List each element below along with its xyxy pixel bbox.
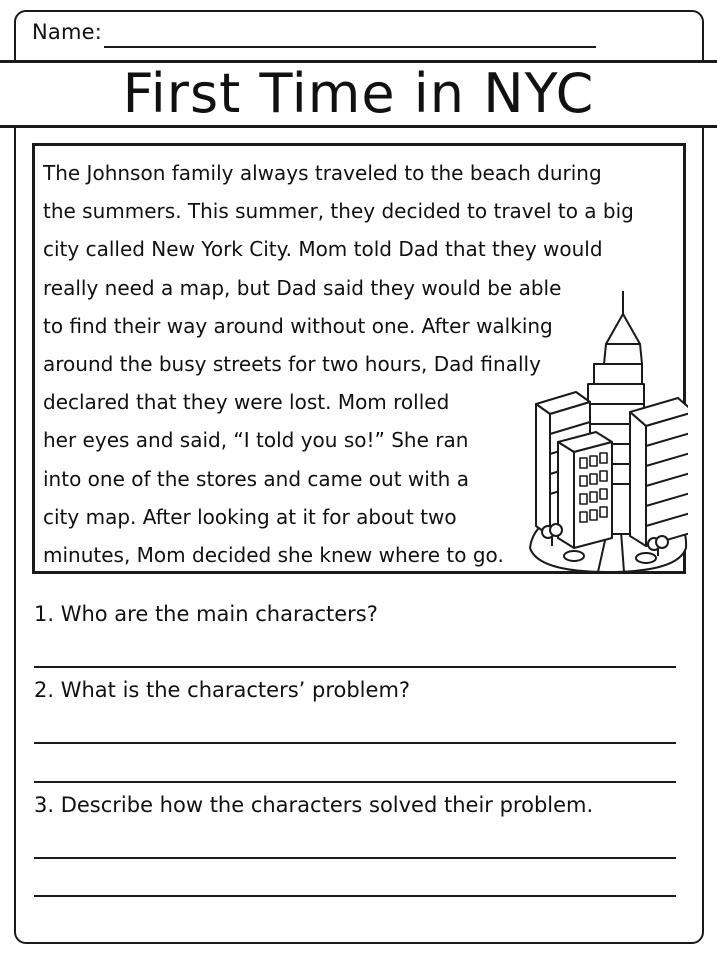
passage-line: city map. After looking at it for about two xyxy=(43,504,457,529)
question-2: 2. What is the characters’ problem? xyxy=(34,678,411,702)
city-skyline-illustration xyxy=(528,286,688,572)
page-title: First Time in NYC xyxy=(122,62,595,125)
passage-line: to find their way around without one. After walking xyxy=(43,313,553,338)
answer-line-3a[interactable] xyxy=(34,857,676,859)
passage-line: city called New York City. Mom told Dad that they would xyxy=(43,237,603,262)
name-input-line[interactable] xyxy=(104,46,596,48)
passage-line: The Johnson family always traveled to the beach during xyxy=(43,161,602,185)
name-label: Name: xyxy=(32,20,103,44)
answer-line-2a[interactable] xyxy=(34,742,676,744)
reading-passage-box xyxy=(32,143,686,574)
answer-line-3b[interactable] xyxy=(34,895,676,897)
passage-line: declared that they were lost. Mom rolled xyxy=(43,390,450,415)
passage-line: around the busy streets for two hours, Dad finally xyxy=(43,351,541,376)
answer-line-2b[interactable] xyxy=(34,781,676,783)
name-row xyxy=(32,20,602,50)
passage-line: minutes, Mom decided she knew where to go. xyxy=(43,542,504,567)
passage-line: into one of the stores and came out with a xyxy=(43,466,469,491)
question-3: 3. Describe how the characters solved their problem. xyxy=(34,793,594,817)
question-1: 1. Who are the main characters? xyxy=(34,602,378,626)
passage-line: really need a map, but Dad said they would be able xyxy=(43,275,562,300)
answer-line-1[interactable] xyxy=(34,666,676,668)
passage-line: her eyes and said, “I told you so!” She ran xyxy=(43,428,469,453)
passage-line: the summers. This summer, they decided to travel to a big xyxy=(43,199,634,224)
title-band xyxy=(0,60,717,128)
